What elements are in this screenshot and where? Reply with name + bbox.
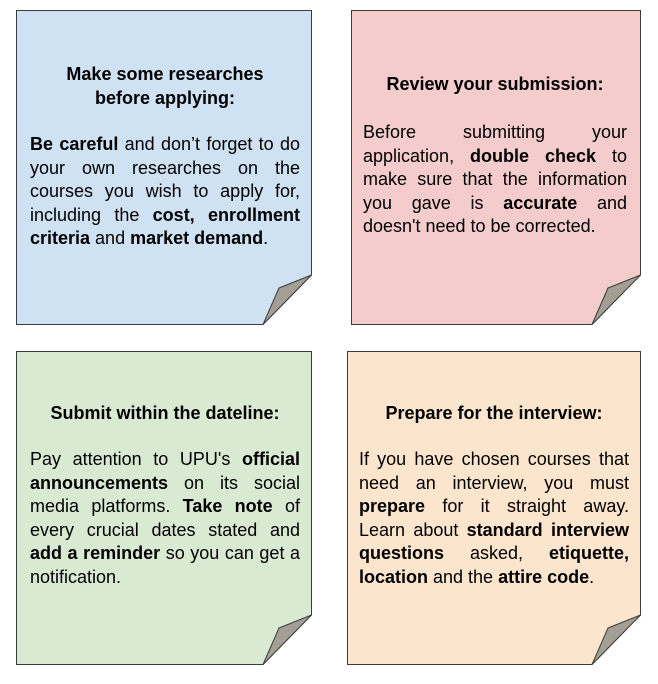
bold-text: double check: [470, 145, 597, 166]
body-text: and doesn't need to be corrected.: [363, 192, 627, 236]
body-text: for it straight away. Learn about: [359, 496, 629, 540]
bold-text: cost, enrollment criteria: [30, 204, 300, 248]
body-text: on its social media platforms.: [30, 472, 300, 516]
note-title-line-2: before applying:: [94, 88, 235, 108]
bold-text: Take note: [182, 496, 273, 516]
body-text: If you have chosen courses that need an interview, you must: [359, 449, 629, 493]
body-text: to make sure that the information you gave is: [363, 145, 628, 213]
note-content: [363, 72, 627, 239]
note-title: [30, 62, 300, 110]
note-body: [30, 133, 300, 251]
bold-text: accurate: [503, 192, 578, 213]
body-text: and don’t forget to do your own researches on the courses you wish to apply for, including the: [30, 134, 300, 225]
body-text: .: [589, 566, 595, 587]
note-content: [30, 62, 300, 251]
note-review: [351, 10, 641, 325]
body-text: of every crucial dates stated and: [30, 496, 300, 540]
note-title: Prepare for the interview:: [385, 403, 603, 423]
note-submit: [16, 351, 312, 665]
bold-text: attire code: [498, 566, 590, 587]
body-text: and: [90, 228, 131, 248]
bold-text: prepare: [359, 496, 426, 516]
note-title: Review your submission:: [386, 74, 604, 94]
note-content: [359, 401, 629, 589]
bold-text: add a reminder: [30, 543, 161, 563]
body-text: asked,: [444, 543, 549, 563]
bold-text: market demand: [130, 228, 264, 248]
note-content: [30, 401, 300, 589]
note-body: [363, 121, 627, 239]
body-text: so you can get a notification.: [30, 543, 301, 587]
body-text: Pay attention to UPU's: [30, 449, 242, 469]
bold-text: Be careful: [30, 134, 119, 154]
note-body: [30, 448, 300, 589]
note-research: [16, 10, 312, 325]
body-text: .: [263, 228, 269, 248]
body-text: Before submitting your application,: [363, 122, 627, 166]
bold-text: standard interview questions: [359, 519, 629, 563]
note-title-line-1: Make some researches: [66, 64, 264, 84]
note-interview: [347, 351, 641, 665]
bold-text: official announcements: [30, 449, 300, 493]
body-text: and the: [428, 566, 499, 587]
bold-text: etiquette, location: [359, 543, 629, 587]
note-body: [359, 448, 629, 589]
note-title: Submit within the dateline:: [50, 403, 280, 423]
